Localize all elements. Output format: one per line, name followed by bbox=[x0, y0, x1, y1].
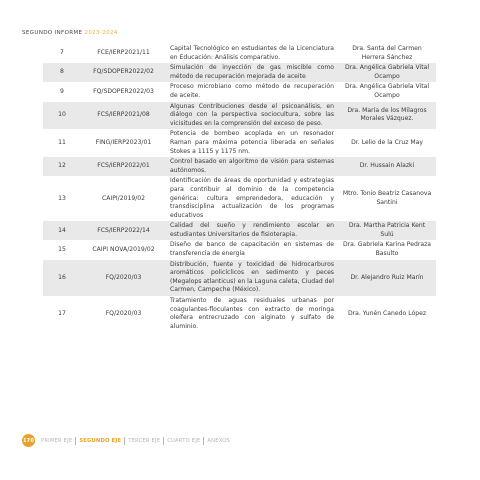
nav-item-primer-eje[interactable]: PRIMER EJE bbox=[41, 437, 73, 444]
table-row bbox=[43, 82, 436, 101]
table-row bbox=[43, 157, 436, 176]
project-responsible: Dr. Alejandro Ruiz Marín bbox=[338, 260, 436, 296]
project-code: FQ/2020/03 bbox=[105, 309, 142, 317]
project-responsible: Dra. María de los Milagros Morales Vázquez. bbox=[338, 102, 436, 130]
project-title: Proceso microbiano como método de recuperación de aceite. bbox=[170, 83, 334, 99]
project-responsible: Mtro. Tonio Beatriz Casanova Santini bbox=[342, 190, 432, 206]
project-code: FCS/IERP2022/14 bbox=[81, 221, 166, 240]
nav-item-anexos[interactable]: ANEXOS bbox=[207, 437, 230, 444]
project-title: Capital Tecnológico en estudiantes de la Licenciatura en Educación: Análisis comparativo. bbox=[170, 45, 334, 61]
row-number: 7 bbox=[60, 49, 64, 57]
nav-separator bbox=[203, 437, 204, 445]
project-responsible: Dr. Hussain Alazki bbox=[338, 157, 436, 176]
table-row bbox=[43, 63, 436, 82]
table-row bbox=[43, 176, 436, 221]
project-code: FCS/IERP2021/08 bbox=[81, 102, 166, 130]
section-nav bbox=[41, 437, 230, 445]
row-number: 16 bbox=[43, 260, 81, 296]
table-row bbox=[43, 102, 436, 130]
nav-separator bbox=[163, 437, 164, 445]
table-row bbox=[43, 129, 436, 157]
project-title: Algunas Contribuciones desde el psicoanálisis, en diálogo con la perspectiva sociocultura, sobre las vicisitudes en la comprensión del exceso de peso. bbox=[166, 102, 338, 130]
project-code: FQ/2020/03 bbox=[81, 260, 166, 296]
project-responsible: Dra. Gabriela Karina Pedraza Basulto bbox=[342, 241, 432, 258]
row-number: 13 bbox=[58, 194, 66, 202]
header-year: 2023-2024 bbox=[84, 30, 118, 36]
project-title: Potencia de bombeo acoplada en un resonador Raman para máxima potencia liberada en señales Stokes a 1115 y 1175 nm. bbox=[170, 130, 334, 155]
footer-nav bbox=[22, 434, 230, 447]
project-responsible: Dra. Angélica Gabriela Vital Ocampo bbox=[338, 63, 436, 82]
project-title: Diseño de banco de capacitación en sistemas de transferencia de energía bbox=[170, 241, 334, 258]
project-code: CAIPI/2019/02 bbox=[101, 194, 146, 202]
project-code: FQ/SDOPER2022/03 bbox=[93, 87, 154, 95]
project-title: Simulación de inyección de gas miscible como método de recuperación mejorada de aceite bbox=[166, 63, 338, 82]
nav-separator bbox=[124, 437, 125, 445]
nav-item-segundo-eje[interactable]: SEGUNDO EJE bbox=[79, 437, 122, 444]
table-row bbox=[43, 240, 436, 259]
table-row bbox=[43, 260, 436, 296]
project-title: Control basado en algoritmo de visión para sistemas autónomos. bbox=[166, 157, 338, 176]
row-number: 11 bbox=[58, 138, 66, 146]
table-row bbox=[43, 44, 436, 63]
nav-item-cuarto-eje[interactable]: CUARTO EJE bbox=[167, 437, 201, 444]
project-responsible: Dra. Angélica Gabriela Vital Ocampo bbox=[344, 83, 430, 99]
project-code: CAIPI NOVA/2019/02 bbox=[92, 245, 155, 253]
projects-table bbox=[43, 44, 436, 332]
nav-separator bbox=[75, 437, 76, 445]
nav-item-tercer-eje[interactable]: TERCER EJE bbox=[128, 437, 161, 444]
project-responsible: Dra. Santa del Carmen Herrera Sánchez bbox=[352, 45, 422, 61]
projects-table-body bbox=[43, 44, 436, 332]
table-row bbox=[43, 221, 436, 240]
row-number: 9 bbox=[60, 87, 64, 95]
row-number: 14 bbox=[43, 221, 81, 240]
row-number: 12 bbox=[43, 157, 81, 176]
page-number: 170 bbox=[22, 434, 35, 447]
row-number: 8 bbox=[43, 63, 81, 82]
project-title: Identificación de áreas de oportunidad y estrategias para contribuir al dominio de la competencia genérica: cultura emprendedora, educación y transdisciplina actualización de los programas educativos bbox=[170, 177, 334, 219]
row-number: 15 bbox=[58, 245, 66, 253]
row-number: 17 bbox=[58, 309, 66, 317]
page-header bbox=[22, 30, 118, 36]
project-responsible: Dra. Yunén Canedo López bbox=[347, 309, 427, 317]
project-responsible: Dra. Martha Patricia Kent Sulú bbox=[338, 221, 436, 240]
table-row bbox=[43, 296, 436, 332]
project-code: FING/IERP2023/01 bbox=[95, 138, 152, 146]
project-responsible: Dr. Lelio de la Cruz May bbox=[351, 138, 423, 146]
project-code: FQ/SDOPER2022/02 bbox=[81, 63, 166, 82]
project-title: Tratamiento de aguas residuales urbanas por coagulantes-floculantes con extracto de moringa oleífera entrecruzado con alginato y sulfato de aluminio. bbox=[170, 297, 334, 330]
row-number: 10 bbox=[43, 102, 81, 130]
project-title: Calidad del sueño y rendimiento escolar en estudiantes Universitarios de fisioterapia. bbox=[166, 221, 338, 240]
project-code: FCE/IERP2021/11 bbox=[97, 49, 150, 57]
project-title: Distribución, fuente y toxicidad de hidrocarburos aromáticos policíclicos en sedimento y peces (Megalops atlanticus) en la Laguna caleta, Ciudad del Carmen, Campeche (México). bbox=[166, 260, 338, 296]
header-label: SEGUNDO INFORME bbox=[22, 30, 83, 36]
project-code: FCS/IERP2022/01 bbox=[81, 157, 166, 176]
